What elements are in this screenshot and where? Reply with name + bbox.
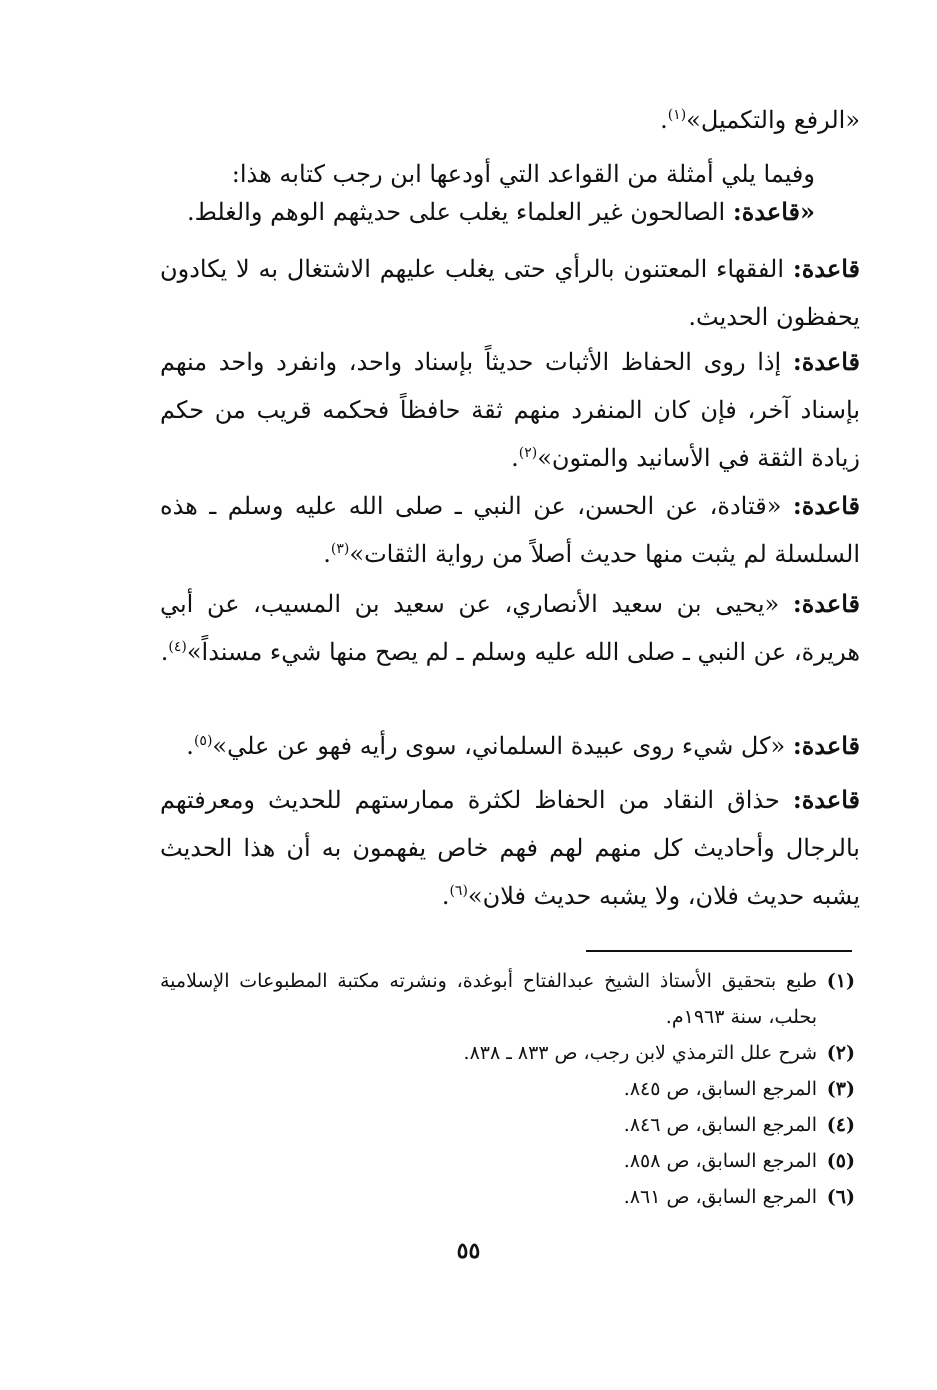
rule-label: قاعدة: (792, 491, 860, 520)
footnote-number: (٤) (826, 1114, 855, 1136)
rule-text: إذا روى الحفاظ الأثبات حديثاً بإسناد واحد، وانفرد واحد منهم بإسناد آخر، فإن كان المنفرد منهم ثقة حافظاً فحكمه قريب من حكم زيادة الثقة في الأسانيد والمتون» (160, 348, 860, 472)
footnote-text: المرجع السابق، ص ٨٤٦. (623, 1114, 817, 1136)
footnote-text: طبع بتحقيق الأستاذ الشيخ عبدالفتاح أبوغدة، ونشرته مكتبة المطبوعات الإسلامية بحلب، سنة ١٩٦٣م. (160, 970, 817, 1028)
footnote-item (160, 1179, 855, 1215)
footnote-divider (586, 950, 852, 952)
rule-text: «يحيى بن سعيد الأنصاري، عن سعيد بن المسيب، عن أبي هريرة، عن النبي ـ صلى الله عليه وسلم ـ لم يصح منها شيء مسنداً» (160, 590, 860, 666)
rule-paragraph-5 (160, 580, 860, 676)
footnote-number: (١) (826, 970, 855, 992)
rule-label: قاعدة: (792, 785, 860, 814)
paragraph-1 (160, 96, 860, 144)
paragraph-end: . (441, 882, 450, 910)
paragraph-text: وفيما يلي أمثلة من القواعد التي أودعها ابن رجب كتابه هذا: (231, 160, 815, 188)
paragraph-end: . (660, 106, 668, 134)
footnote-text: المرجع السابق، ص ٨٤٥. (623, 1078, 817, 1100)
rule-paragraph-2 (160, 245, 860, 341)
paragraph-end: . (186, 732, 194, 760)
footnote-text: المرجع السابق، ص ٨٥٨. (623, 1150, 817, 1172)
paragraph-text: «الرفع والتكميل» (686, 106, 860, 134)
footnote-number: (٦) (826, 1186, 855, 1208)
paragraph-end: . (323, 540, 331, 568)
paragraph-end: . (160, 638, 169, 666)
footnote-number: (٥) (826, 1150, 855, 1172)
page-number: ٥٥ (456, 1238, 481, 1264)
footnote-marker: (٥) (193, 733, 213, 749)
footnote-item (160, 963, 855, 1035)
rule-paragraph-1 (160, 188, 860, 236)
footnote-text: شرح علل الترمذي لابن رجب، ص ٨٣٣ ـ ٨٣٨. (463, 1042, 817, 1064)
footnote-marker: (١) (667, 107, 687, 123)
footnote-item (160, 1143, 855, 1179)
rule-text: «قتادة، عن الحسن، عن النبي ـ صلى الله عليه وسلم ـ هذه السلسلة لم يثبت منها حديث أصلاً من رواية الثقات» (160, 492, 860, 568)
rule-paragraph-4 (160, 482, 860, 578)
rule-label: قاعدة: (792, 589, 860, 618)
footnote-marker: (٣) (330, 541, 350, 557)
rule-paragraph-7 (160, 776, 860, 920)
rule-label: قاعدة: (792, 254, 860, 283)
footnote-marker: (٢) (518, 445, 538, 461)
rule-label: «قاعدة: (732, 197, 815, 226)
footnote-marker: (٦) (449, 883, 468, 899)
footnotes (160, 963, 855, 1215)
rule-text: الفقهاء المعتنون بالرأي حتى يغلب عليهم الاشتغال به لا يكادون يحفظون الحديث. (160, 255, 860, 331)
footnote-item (160, 1035, 855, 1071)
footnote-number: (٢) (826, 1042, 855, 1064)
footnote-number: (٣) (826, 1078, 855, 1100)
footnote-item (160, 1107, 855, 1143)
footnote-marker: (٤) (168, 639, 187, 655)
rule-text: الصالحون غير العلماء يغلب على حديثهم الوهم والغلط. (186, 198, 733, 226)
rule-label: قاعدة: (792, 347, 860, 376)
footnote-item (160, 1071, 855, 1107)
footnote-text: المرجع السابق، ص ٨٦١. (623, 1186, 817, 1208)
paragraph-end: . (511, 444, 519, 472)
rule-label: قاعدة: (792, 731, 860, 760)
rule-paragraph-6 (160, 722, 860, 770)
rule-paragraph-3 (160, 338, 860, 482)
rule-text: حذاق النقاد من الحفاظ لكثرة ممارستهم للحديث ومعرفتهم بالرجال وأحاديث كل منهم لهم فهم خاص يفهمون به أن هذا الحديث يشبه حديث فلان، ولا يشبه حديث فلان» (160, 786, 860, 910)
rule-text: «كل شيء روى عبيدة السلماني، سوى رأيه فهو عن علي» (212, 732, 793, 760)
